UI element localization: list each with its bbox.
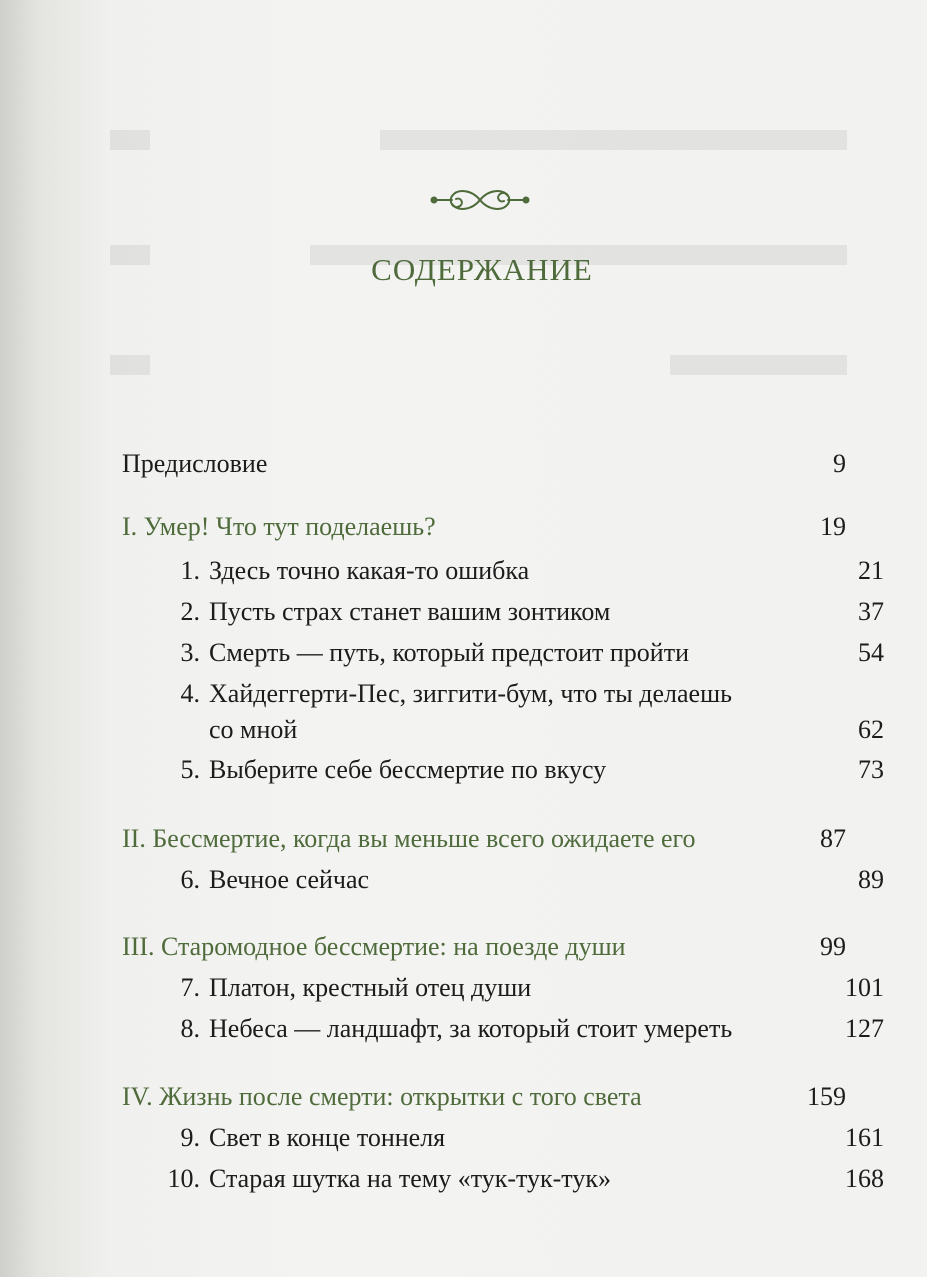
toc-entry-page: 19 (820, 512, 846, 541)
bleed-through-shadow (110, 355, 847, 375)
toc-entry-page: 37 (858, 597, 884, 626)
toc-entry-page: 161 (845, 1123, 884, 1152)
toc-chapter-title: Хайдеггерти-Пес, зиггити-бум, что ты делаешь (209, 679, 732, 708)
toc-entry-page: 101 (845, 973, 884, 1002)
page-title: СОДЕРЖАНИЕ (371, 252, 593, 287)
toc-chapter-title: Смерть — путь, который предстоит пройти (209, 638, 689, 667)
toc-chapter (122, 1161, 884, 1197)
toc-part (122, 929, 846, 965)
toc-chapter-number: 7. (180, 973, 200, 1002)
toc-chapter (122, 594, 884, 630)
toc-chapter-number: 5. (180, 755, 200, 784)
toc-entry-page: 99 (820, 932, 846, 961)
toc-entry-preface (122, 446, 846, 482)
toc-chapter (122, 553, 884, 589)
toc-chapter (122, 1120, 884, 1156)
toc-entry-title: Предисловие (122, 449, 268, 478)
toc-part-title: I. Умер! Что тут поделаешь? (122, 512, 436, 541)
toc-chapter-title: Свет в конце тоннеля (209, 1123, 446, 1152)
toc-chapter-number: 1. (180, 556, 200, 585)
toc-part-title: II. Бессмертие, когда вы меньше всего ожидаете его (122, 824, 696, 853)
toc-chapter-number: 9. (180, 1123, 200, 1152)
scroll-flourish-icon (428, 180, 532, 220)
toc-chapter-title-continued: со мной (209, 715, 298, 744)
toc-entry-page: 159 (807, 1082, 846, 1111)
toc-entry-page: 168 (845, 1164, 884, 1193)
toc-chapter-number: 6. (180, 865, 200, 894)
toc-chapter-number: 10. (167, 1164, 200, 1193)
toc-entry-page: 127 (845, 1014, 884, 1043)
toc-chapter (122, 635, 884, 671)
toc-chapter (122, 752, 884, 788)
toc-chapter-title: Старая шутка на тему «тук-тук-тук» (209, 1164, 611, 1193)
toc-part (122, 1079, 846, 1115)
toc-chapter (122, 1011, 884, 1047)
toc-chapter-number: 2. (180, 597, 200, 626)
toc-chapter (122, 970, 884, 1006)
toc-chapter (122, 862, 884, 898)
toc-chapter-title: Небеса — ландшафт, за который стоит умереть (209, 1014, 733, 1043)
toc-entry-page: 9 (833, 449, 846, 478)
toc-chapter (122, 676, 884, 748)
toc-chapter-number: 3. (180, 638, 200, 667)
toc-entry-page: 87 (820, 824, 846, 853)
toc-entry-page: 73 (858, 755, 884, 784)
toc-entry-page: 62 (858, 715, 884, 744)
toc-chapter-title: Вечное сейчас (209, 865, 370, 894)
toc-part-title: IV. Жизнь после смерти: открытки с того света (122, 1082, 642, 1111)
toc-chapter-title: Здесь точно какая-то ошибка (209, 556, 530, 585)
toc-chapter-number: 8. (180, 1014, 200, 1043)
toc-entry-page: 89 (858, 865, 884, 894)
toc-part (122, 509, 846, 545)
toc-chapter-number: 4. (180, 679, 200, 708)
bleed-through-shadow (110, 130, 847, 150)
toc-entry-page: 54 (858, 638, 884, 667)
toc-part (122, 821, 846, 857)
toc-chapter-title: Пусть страх станет вашим зонтиком (209, 597, 611, 626)
toc-entry-page: 21 (858, 556, 884, 585)
toc-chapter-title: Платон, крестный отец души (209, 973, 532, 1002)
toc-part-title: III. Старомодное бессмертие: на поезде души (122, 932, 626, 961)
toc-chapter-title: Выберите себе бессмертие по вкусу (209, 755, 607, 784)
